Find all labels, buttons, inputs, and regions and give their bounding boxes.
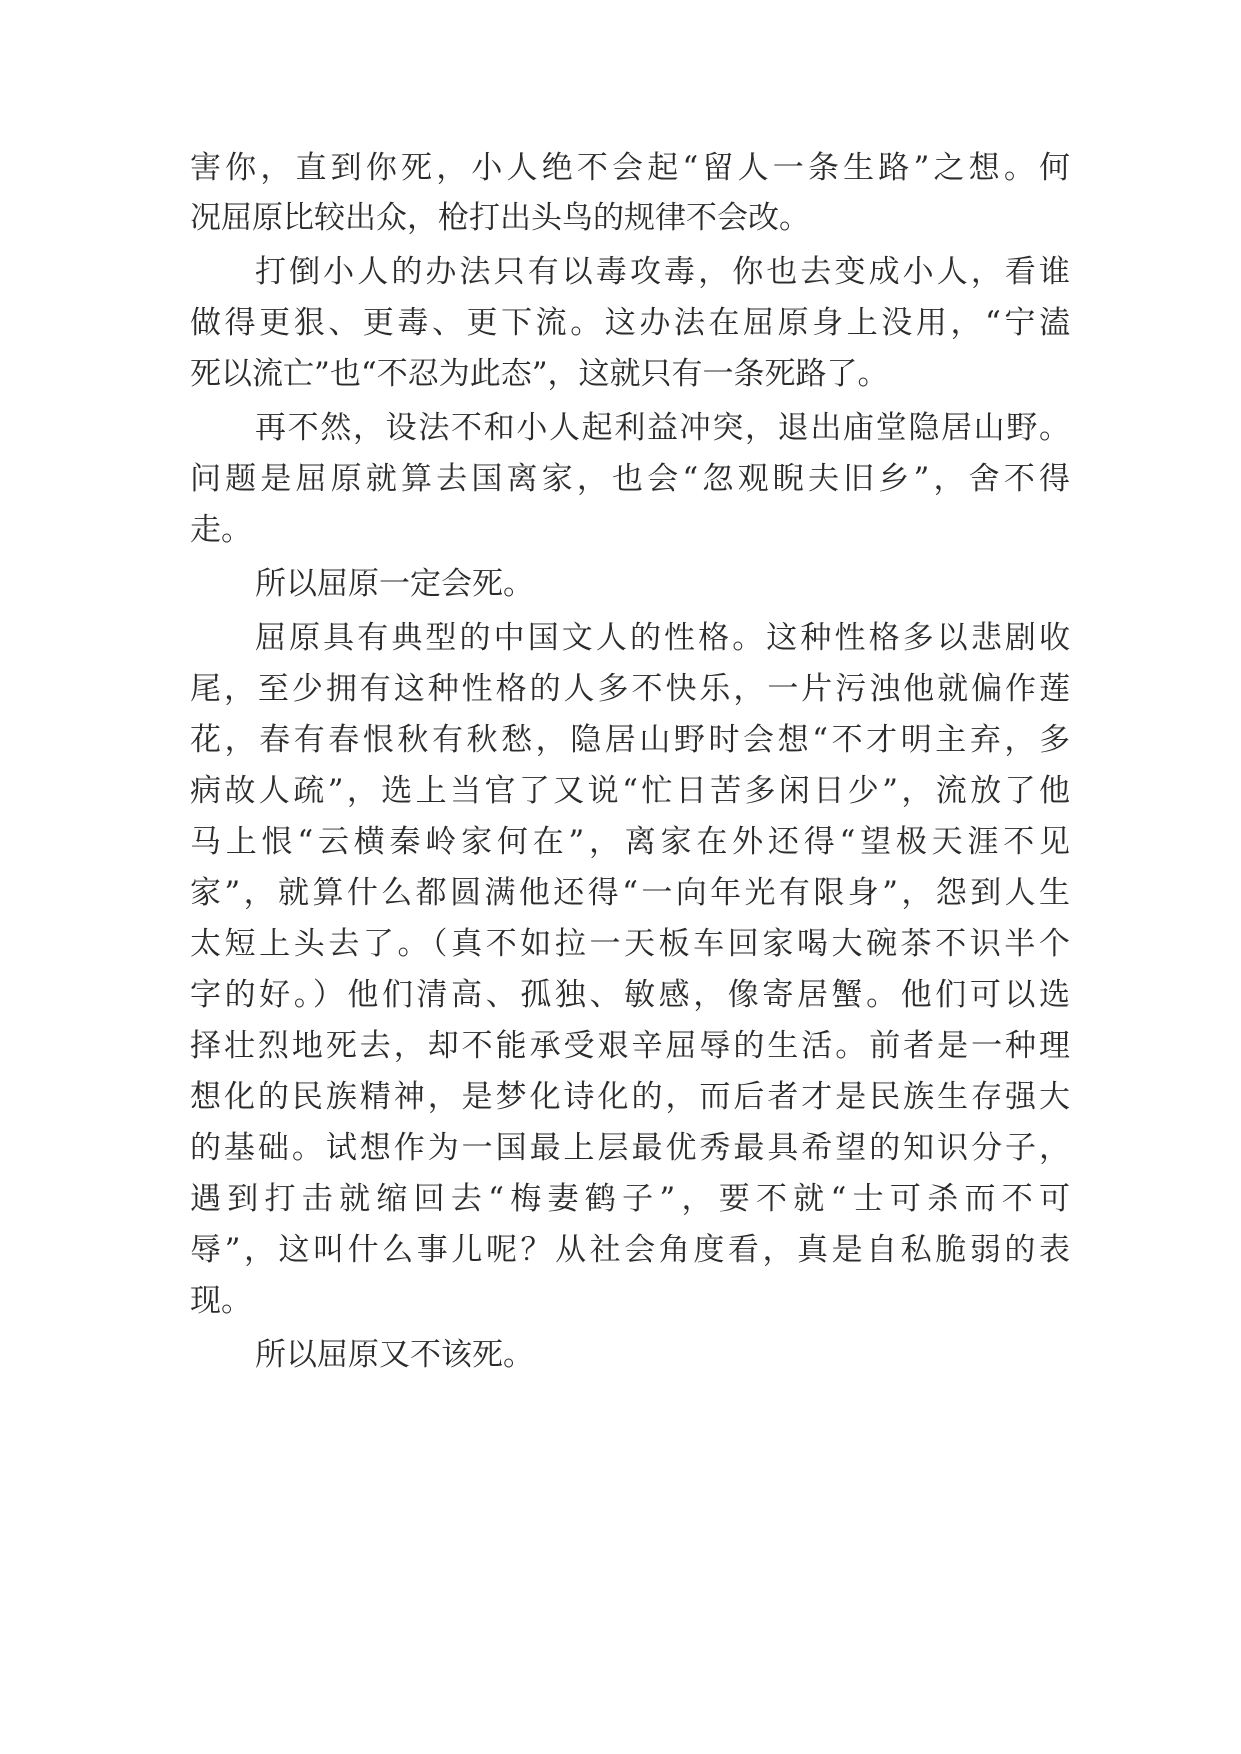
text-line: 打倒小人的办法只有以毒攻毒，你也去变成小人，看谁 (255, 254, 1070, 290)
text-line: 问题是屈原就算去国离家，也会“忽观睨夫旧乡”，舍不得 (190, 461, 1070, 497)
text-line: 字的好。）他们清高、孤独、敏感，像寄居蟹。他们可以选 (190, 977, 1070, 1013)
text-line: 做得更狠、更毒、更下流。这办法在屈原身上没用，“宁溘 (190, 305, 1070, 341)
text-line: 遇到打击就缩回去“梅妻鹤子”，要不就“士可杀而不可 (190, 1181, 1070, 1217)
text-line: 死以流亡”也“不忍为此态”，这就只有一条死路了。 (190, 356, 889, 392)
text-line: 择壮烈地死去，却不能承受艰辛屈辱的生活。前者是一种理 (190, 1028, 1070, 1064)
text-line: 花，春有春恨秋有秋愁，隐居山野时会想“不才明主弃，多 (190, 722, 1070, 758)
text-line: 太短上头去了。（真不如拉一天板车回家喝大碗茶不识半个 (190, 926, 1070, 962)
text-line: 害你，直到你死，小人绝不会起“留人一条生路”之想。何 (190, 150, 1070, 186)
text-line: 走。 (190, 512, 252, 548)
text-line: 想化的民族精神，是梦化诗化的，而后者才是民族生存强大 (190, 1079, 1070, 1115)
text-line: 现。 (190, 1283, 252, 1319)
text-line: 病故人疏”，选上当官了又说“忙日苦多闲日少”，流放了他 (190, 773, 1070, 809)
text-line: 所以屈原又不该死。 (255, 1337, 534, 1373)
text-line: 马上恨“云横秦岭家何在”，离家在外还得“望极天涯不见 (190, 824, 1070, 860)
text-line: 再不然，设法不和小人起利益冲突，退出庙堂隐居山野。 (255, 410, 1070, 446)
text-line: 辱”，这叫什么事儿呢？从社会角度看，真是自私脆弱的表 (190, 1232, 1070, 1268)
text-line: 尾，至少拥有这种性格的人多不快乐，一片污浊他就偏作莲 (190, 671, 1070, 707)
text-line: 所以屈原一定会死。 (255, 566, 534, 602)
text-line: 况屈原比较出众，枪打出头鸟的规律不会改。 (190, 200, 810, 236)
text-line: 的基础。试想作为一国最上层最优秀最具希望的知识分子， (190, 1130, 1070, 1166)
text-line: 屈原具有典型的中国文人的性格。这种性格多以悲剧收 (255, 620, 1070, 656)
text-line: 家”，就算什么都圆满他还得“一向年光有限身”，怨到人生 (190, 875, 1070, 911)
